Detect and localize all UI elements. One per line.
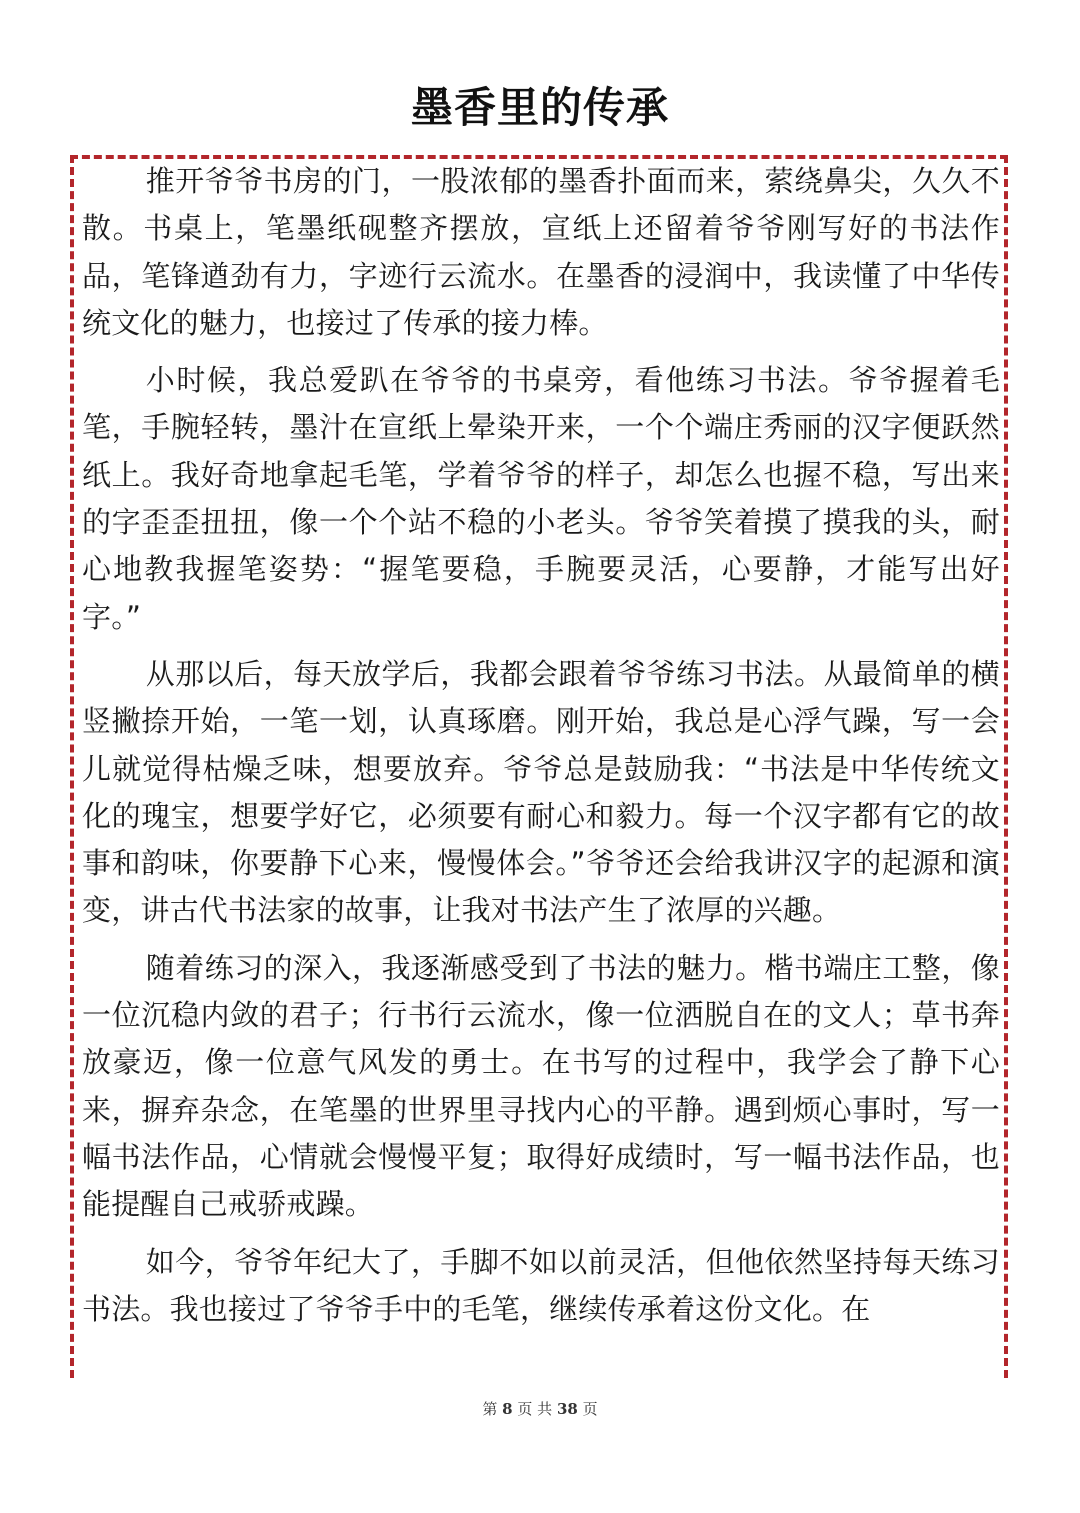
page-number-prefix: 第 [482, 1400, 498, 1418]
essay-body [82, 158, 1000, 1378]
page-number-total: 38 [556, 1400, 578, 1418]
page-number [0, 1398, 1080, 1419]
paragraph: 推开爷爷书房的门，一股浓郁的墨香扑面而来，萦绕鼻尖，久久不散。书桌上，笔墨纸砚整齐摆放，宣纸上还留着爷爷刚写好的书法作品，笔锋遒劲有力，字迹行云流水。在墨香的浸润中，我读懂了中华传统文化的魅力，也接过了传承的接力棒。 [82, 164, 1000, 340]
paragraph: 小时候，我总爱趴在爷爷的书桌旁，看他练习书法。爷爷握着毛笔，手腕轻转，墨汁在宣纸上晕染开来，一个个端庄秀丽的汉字便跃然纸上。我好奇地拿起毛笔，学着爷爷的样子，却怎么也握不稳，写出来的字歪歪扭扭，像一个个站不稳的小老头。爷爷笑着摸了摸我的头，耐心地教我握笔姿势：“握笔要稳，手腕要灵活，心要静，才能写出好字。” [82, 363, 1000, 634]
page-number-suffix: 页 [582, 1400, 598, 1418]
paragraph: 从那以后，每天放学后，我都会跟着爷爷练习书法。从最简单的横竖撇捺开始，一笔一划，认真琢磨。刚开始，我总是心浮气躁，写一会儿就觉得枯燥乏味，想要放弃。爷爷总是鼓励我：“书法是中华传统文化的瑰宝，想要学好它，必须要有耐心和毅力。每一个汉字都有它的故事和韵味，你要静下心来，慢慢体会。”爷爷还会给我讲汉字的起源和演变，讲古代书法家的故事，让我对书法产生了浓厚的兴趣。 [82, 656, 1000, 928]
paragraph: 如今，爷爷年纪大了，手脚不如以前灵活，但他依然坚持每天练习书法。我也接过了爷爷手中的毛笔，继续传承着这份文化。在 [82, 1244, 1000, 1326]
page-title: 墨香里的传承 [410, 83, 669, 132]
page-number-current: 8 [502, 1400, 513, 1418]
paragraph: 随着练习的深入，我逐渐感受到了书法的魅力。楷书端庄工整，像一位沉稳内敛的君子；行书行云流水，像一位洒脱自在的文人；草书奔放豪迈，像一位意气风发的勇士。在书写的过程中，我学会了静下心来，摒弃杂念，在笔墨的世界里寻找内心的平静。遇到烦心事时，写一幅书法作品，心情就会慢慢平复；取得好成绩时，写一幅书法作品，也能提醒自己戒骄戒躁。 [82, 950, 1000, 1222]
page-number-middle: 页 共 [517, 1400, 553, 1418]
